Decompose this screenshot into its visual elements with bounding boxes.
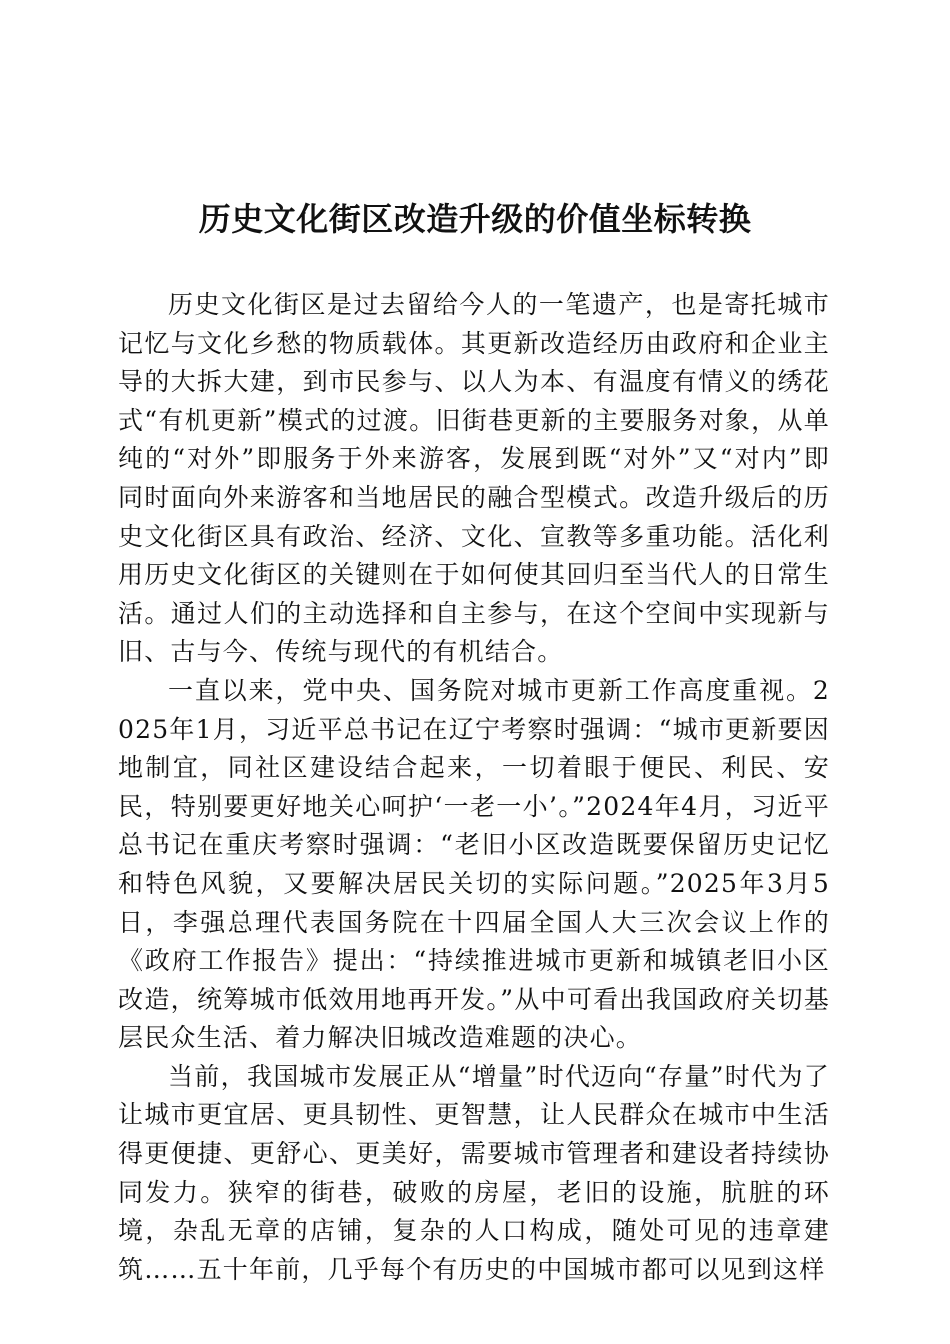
paragraph-1: 历史文化街区是过去留给今人的一笔遗产，也是寄托城市记忆与文化乡愁的物质载体。其更新改造经历由政府和企业主导的大拆大建，到市民参与、以人为本、有温度有情义的绣花式“有机更新”模式的过渡。旧街巷更新的主要服务对象，从单纯的“对外”即服务于外来游客，发展到既“对外”又“对内”即同时面向外来游客和当地居民的融合型模式。改造升级后的历史文化街区具有政治、经济、文化、宣教等多重功能。活化利用历史文化街区的关键则在于如何使其回归至当代人的日常生活。通过人们的主动选择和自主参与，在这个空间中实现新与旧、古与今、传统与现代的有机结合。 xyxy=(118,290,830,667)
paragraph-2: 一直以来，党中央、国务院对城市更新工作高度重视。2025年1月，习近平总书记在辽宁考察时强调：“城市更新要因地制宜，同社区建设结合起来，一切着眼于便民、利民、安民，特别要更好地关心呵护‘一老一小’。”2024年4月，习近平总书记在重庆考察时强调：“老旧小区改造既要保留历史记忆和特色风貌，又要解决居民关切的实际问题。”2025年3月5日，李强总理代表国务院在十四届全国人大三次会议上作的《政府工作报告》提出：“持续推进城市更新和城镇老旧小区改造，统筹城市低效用地再开发。”从中可看出我国政府关切基层民众生活、着力解决旧城改造难题的决心。 xyxy=(118,675,830,1053)
paragraph-3: 当前，我国城市发展正从“增量”时代迈向“存量”时代为了让城市更宜居、更具韧性、更智慧，让人民群众在城市中生活得更便捷、更舒心、更美好，需要城市管理者和建设者持续协同发力。狭窄的街巷，破败的房屋，老旧的设施，肮脏的环境，杂乱无章的店铺，复杂的人口构成，随处可见的违章建筑……五十年前，几乎每个有历史的中国城市都可以见到这样 xyxy=(118,1061,830,1284)
document-body xyxy=(118,286,830,1289)
document-title: 历史文化街区改造升级的价值坐标转换 xyxy=(198,200,752,238)
